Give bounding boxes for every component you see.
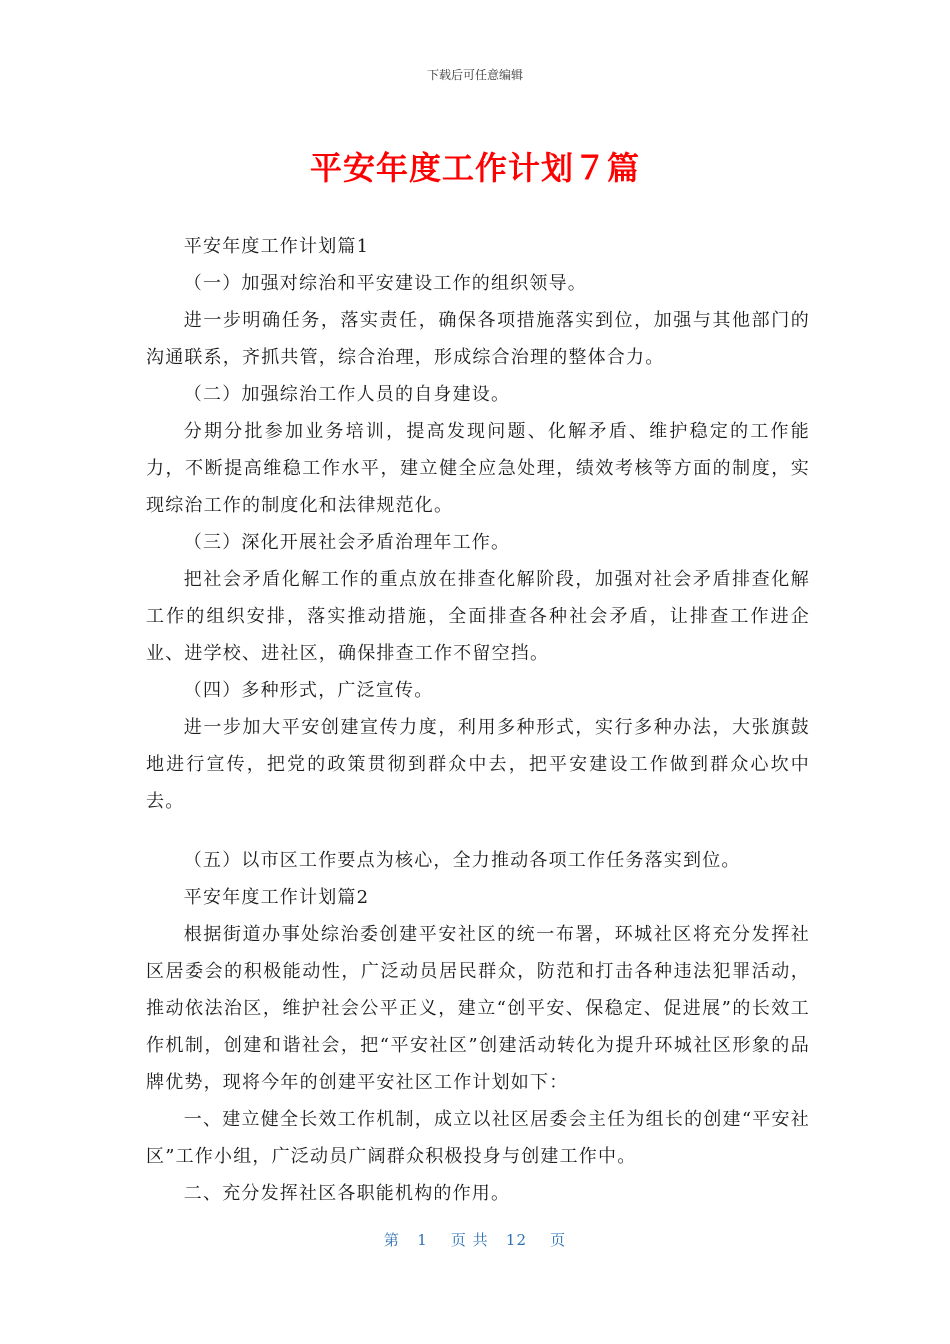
item-heading: （三）深化开展社会矛盾治理年工作。 [183, 532, 511, 553]
paragraph: 二、充分发挥社区各职能机构的作用。 [183, 1183, 511, 1204]
paragraph: 一、建立健全长效工作机制，成立以社区居委会主任为组长的创建“平安社区”工作小组，广泛动员广阔群众积极投身与创建工作中。 [146, 1109, 810, 1167]
paragraph: 进一步明确任务，落实责任，确保各项措施落实到位，加强与其他部门的沟通联系，齐抓共管，综合治理，形成综合治理的整体合力。 [146, 310, 810, 368]
item-heading: （一）加强对综治和平安建设工作的组织领导。 [183, 273, 587, 294]
page-number-footer: 第 1 页 共 12 页 [383, 1231, 567, 1249]
document-body [146, 228, 810, 1212]
section-heading-2: 平安年度工作计划篇2 [183, 887, 370, 908]
item-heading: （五）以市区工作要点为核心，全力推动各项工作任务落实到位。 [183, 850, 741, 871]
paragraph: 根据街道办事处综治委创建平安社区的统一布署，环城社区将充分发挥社区居委会的积极能动性，广泛动员居民群众，防范和打击各种违法犯罪活动，推动依法治区，维护社会公平正义，建立“创平安、保稳定、促进展”的长效工作机制，创建和谐社会，把“平安社区”创建活动转化为提升环城社区形象的品牌优势，现将今年的创建平安社区工作计划如下： [146, 924, 810, 1093]
page-header: 下载后可任意编辑 [426, 68, 523, 82]
document-title: 平安年度工作计划７篇 [309, 149, 640, 187]
item-heading: （二）加强综治工作人员的自身建设。 [183, 384, 511, 405]
section-heading-1: 平安年度工作计划篇1 [183, 236, 370, 257]
paragraph: 把社会矛盾化解工作的重点放在排查化解阶段，加强对社会矛盾排查化解工作的组织安排，落实推动措施，全面排查各种社会矛盾，让排查工作进企业、进学校、进社区，确保排查工作不留空挡。 [146, 569, 810, 664]
paragraph: 分期分批参加业务培训，提高发现问题、化解矛盾、维护稳定的工作能力，不断提高维稳工作水平，建立健全应急处理，绩效考核等方面的制度，实现综治工作的制度化和法律规范化。 [146, 421, 810, 516]
paragraph: 进一步加大平安创建宣传力度，利用多种形式，实行多种办法，大张旗鼓地进行宣传，把党的政策贯彻到群众中去，把平安建设工作做到群众心坎中去。 [146, 717, 810, 812]
item-heading: （四）多种形式，广泛宣传。 [183, 680, 434, 701]
